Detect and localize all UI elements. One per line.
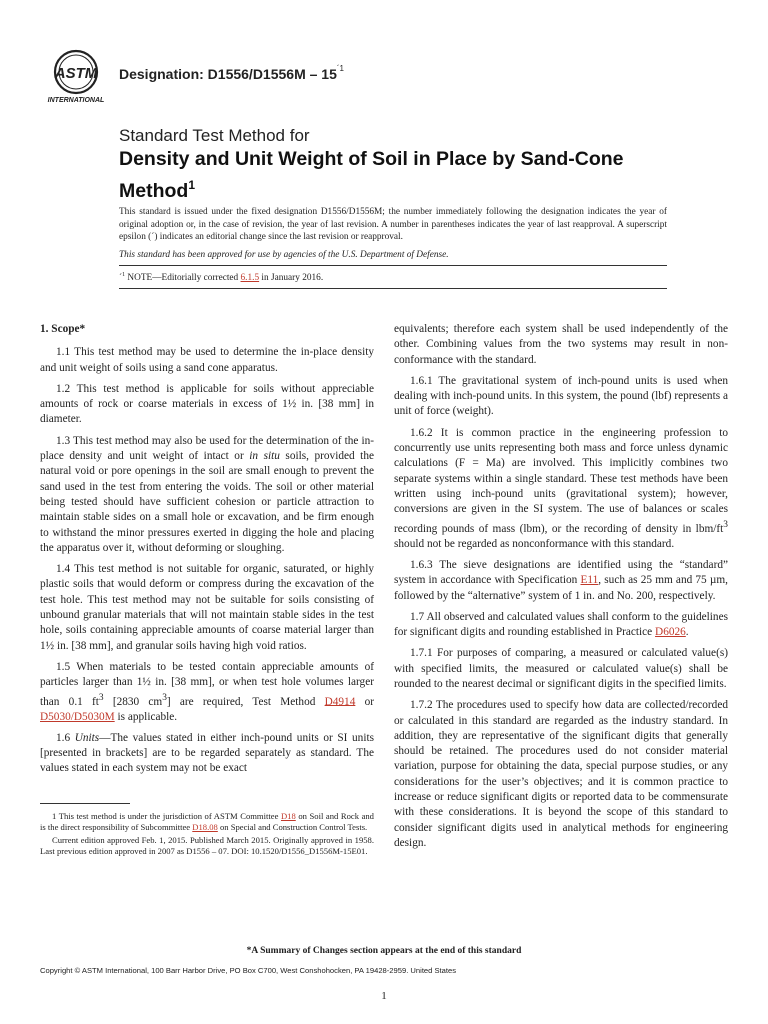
epsilon-sup: 1 [122,272,126,278]
epsilon: ´ [119,273,123,283]
scope-heading: 1. Scope* [40,323,86,335]
sup-ft3-2: 3 [723,519,728,530]
para-1-7-1: 1.7.1 For purposes of comparing, a measured or calculated value(s) with specified limits, the measured or calculated value(s) shall be rounded to the nearest decimal or significant digits in the specified limits. [394,647,728,690]
title-footnote-ref: 1 [188,178,196,192]
designation [119,64,344,82]
para-1-2: 1.2 This test method is applicable for soils without appreciable amounts of rock or coarse materials in excess of 1½ in. [38 mm] in diameter. [40,382,374,426]
divider-top [119,265,667,266]
note-text-end: in January 2016. [259,273,324,283]
editorial-note [119,272,323,283]
para-1-6-3 [394,558,728,604]
note-link-6-1-5[interactable]: 6.1.5 [240,273,260,283]
para-1-5-end: is applicable. [114,710,178,723]
standard-type: Standard Test Method for [119,126,310,145]
para-1-7 [394,610,728,641]
footnote-text: 1 This test method is under the jurisdiction of ASTM Committee [52,811,281,821]
astm-logo [44,48,108,104]
para-1-5-text3: ] are required, Test Method [166,695,325,708]
para-1-5 [40,660,374,725]
para-1-5-text2: [2830 cm [103,695,163,708]
sup-ft3: 3 [98,692,104,703]
astm-logo-icon [44,48,108,104]
link-e11[interactable]: E11 [580,574,599,587]
designation-label: Designation: D1556/D1556M – 15 [119,66,337,82]
para-1-3-text: 1.3 This test method may also be used for the determination of the in-place density and unit weight of intact or [40,434,374,463]
para-1-6-3-end: , such as 25 mm and 75 µm, followed by the “alternative” system of 1 in. and No. 200, respectively. [394,574,728,602]
para-1-7-end: . [685,626,689,639]
link-d5030[interactable]: D5030/D5030M [40,710,115,723]
dod-approval: This standard has been approved for use by agencies of the U.S. Department of Defense. [119,250,449,260]
link-d6026[interactable]: D6026 [655,626,686,639]
para-1-7-text: 1.7 All observed and calculated values shall conform to the guidelines for significant digits and rounding established in Practice [394,610,728,639]
para-1-7-2: 1.7.2 The procedures used to specify how data are collected/recorded or calculated in this standard are regarded as the industry standard. In addition, they are representative of the significant digits that generally should be retained. The procedures used do not consider material variation, purpose for obtaining the data, special purpose studies, or any considerations for the user’s objectives; and it is common practice to increase or reduce significant digits or reported data to be commensurate with these considerations. It is beyond the scope of this standard to consider significant digits used in analytical methods for engineering design. [394,699,728,849]
issuance-notice: This standard is issued under the fixed designation D1556/D1556M; the number immediately following the designation indicates the year of original adoption or, in the case of revision, the year of last revision. A number in parentheses indicates the year of last reapproval. A superscript epsilon (´) indicates an editorial change since the last revision or reapproval. [119,207,667,242]
page-title [119,146,679,204]
para-1-3 [40,434,374,556]
link-d4914[interactable]: D4914 [324,695,356,708]
designation-sup: ´1 [336,64,344,73]
para-1-5-or: or [355,695,374,708]
title-text: Density and Unit Weight of Soil in Place by Sand-Cone Method [119,148,624,202]
units-term: Units [74,731,100,744]
sup-cm3: 3 [162,692,167,703]
column-left [40,316,374,783]
para-1-6-1: 1.6.1 The gravitational system of inch-pound units is used when dealing with inch-pound units. In this system, the pound (lbf) represents a unit of force (weight). [394,374,728,418]
note-text: NOTE—Editorially corrected [125,273,241,283]
page-number: 1 [381,990,387,1002]
footnote-1 [40,811,374,833]
footnote-text2: on Soil and Rock and is the direct responsibility of Subcommittee [40,811,374,832]
column-right [394,322,728,857]
para-1-4: 1.4 This test method is not suitable for organic, saturated, or highly plastic soils that would deform or compress during the excavation of the test hole. This test method may not be suitable for soils consisting of unbound granular materials that will not maintain stable sides in the test hole, soils containing appreciable amounts of coarse material larger than 1½ in. [38 mm], and granular soils having high void ratios. [40,563,374,652]
footnote-2: Current edition approved Feb. 1, 2015. Published March 2015. Originally approved in 1958. Last previous edition approved in 2007 as D1556 – 07. DOI: 10.1520/D1556_D1556M-15E01. [40,835,374,856]
para-1-6 [40,731,374,777]
para-1-1: 1.1 This test method may be used to determine the in-place density and unit weight of soils using a sand cone apparatus. [40,346,374,374]
link-d18-08[interactable]: D18.08 [192,822,218,832]
copyright: Copyright © ASTM International, 100 Barr Harbor Drive, PO Box C700, West Conshohocken, PA 19428-2959. United States [40,966,457,975]
summary-of-changes-note: *A Summary of Changes section appears at the end of this standard [246,946,522,956]
para-1-6-2-end: should not be regarded as nonconformance with this standard. [394,537,675,550]
footnote-divider [40,803,130,804]
footnote [40,811,374,859]
para-1-6-3-text: 1.6.3 The sieve designations are identified using the “standard” system in accordance with Specification [394,558,728,587]
footnote-text3: on Special and Construction Control Tests. [217,822,368,832]
para-1-6-text: —The values stated in either inch-pound units or SI units [presented in brackets] are to be regarded separately as standard. The values stated in each system may not be exact [40,731,374,775]
para-continued: equivalents; therefore each system shall be used independently of the other. Combining values from the two systems may result in non-conformance with the standard. [394,323,728,366]
svg-text:ASTM: ASTM [54,65,98,82]
para-1-6-2-text: 1.6.2 It is common practice in the engineering profession to concurrently use units representing both mass and force unless dynamic calculations (F = Ma) are involved. This implicitly combines two separate systems within a single standard. These test methods have been written using inch-pound units (gravitational system); however, conversions are given in the SI system. The use of balances or scales recording pounds of mass (lbm), or the recording of density in lbm/ft [394,426,728,535]
para-1-6-2 [394,426,728,552]
para-1-6-num: 1.6 [56,731,75,744]
link-d18[interactable]: D18 [280,811,296,821]
para-1-3-text-end: soils, provided the natural void or pore openings in the soil are small enough to prevent the sand used in the test from entering the voids. The soil or other material being tested should have sufficient cohesion or particle attraction to maintain stable sides on a small hole or excavation, and be firm enough to withstand the minor pressures exerted in digging the hole and placing the apparatus over it, without deforming or sloughing. [40,450,374,554]
in-situ-term: in situ [249,450,280,463]
para-1-5-text: 1.5 When materials to be tested contain appreciable amounts of particles larger than 1½ in. [38 mm], or when test hole volumes larger than 0.1 ft [40,660,374,708]
divider-bottom [119,288,667,289]
svg-text:INTERNATIONAL: INTERNATIONAL [47,97,105,104]
